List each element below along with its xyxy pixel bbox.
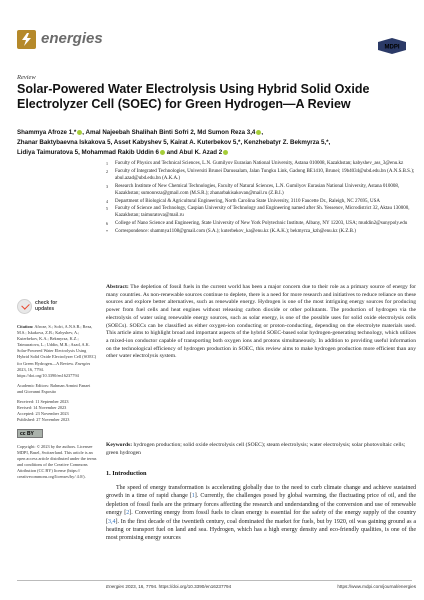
footer-journal: Energies (106, 584, 125, 589)
author[interactable]: Zhanar Baktybaevna Iskakova 5 (17, 139, 111, 146)
orcid-icon[interactable] (160, 150, 165, 155)
accepted-date: Accepted: 23 November 2023 (17, 411, 69, 417)
paper-title: Solar-Powered Water Electrolysis Using Hybrid Solid Oxide Electrolyzer Cell (SOEC) for Green Hydrogen—A Review (17, 82, 370, 111)
author[interactable]: Shammya Afroze 1,* (17, 129, 77, 136)
journal-name[interactable]: energies (41, 30, 103, 47)
affiliations (106, 160, 416, 236)
cc-license-icon[interactable]: cc BY (17, 429, 43, 438)
editors-block: Academic Editors: Rahman Armini Fanaei and Giovanni Esposito (17, 382, 91, 394)
revised-date: Revised: 14 November 2023 (17, 405, 67, 411)
article-sidebar (17, 324, 97, 484)
section-heading: 1. Introduction (106, 470, 147, 477)
author[interactable]: Kenzhebatyr Z. Bekmyrza 5,* (243, 139, 329, 146)
orcid-icon[interactable] (77, 130, 82, 135)
author[interactable]: Md Sumon Reza 3,4 (197, 129, 256, 136)
affiliation-item: 6 College of Nano Science and Engineering, State University of New York Polytechnic Institute, Albany, NY 12203, USA; muddin2@sunypoly.edu (106, 221, 408, 227)
citation-block: Citation: Afroze, S.; Sofri, A.N.S.B.; Reza, M.S.; Iskakova, Z.B.; Kabyshev, A.; Kuterbekov, K.A.; Bekmyrza, K.Z.; Taimuratova, L.; Uddin, M.R.; Azad, A.K. Solar-Powered Water Electrolysis Using Hybrid Solid Oxide Electrolyzer Cell (SOEC) for Green Hydrogen—A Review. Energies 2023, 16, 7794. https://doi.org/10.3390/en16237794 (17, 324, 97, 378)
publisher-logo-icon (378, 38, 406, 54)
author[interactable]: Amal Najeebah Shalihah Binti Sofri 2 (85, 129, 194, 136)
license-text: Copyright: © 2023 by the authors. Licensee MDPI, Basel, Switzerland. This article is an open access article distributed under the terms and conditions of the Creative Commons Attribution (CC BY) license (https:// creativecommons.org/licenses/by/ 4.0/). (17, 443, 97, 479)
reference-link[interactable]: 1 (191, 493, 195, 500)
check-for-updates-button[interactable] (17, 298, 77, 318)
check-updates-icon (17, 299, 32, 314)
article-type: Review (17, 74, 36, 81)
footer-url[interactable]: https://www.mdpi.com/journal/energies (337, 584, 416, 589)
abstract-text: The depletion of fossil fuels in the current world has been a major concern due to their role as a primary source of energy for many countries. As non-renewable sources continue to deplete, there is a need for more research and initiatives to reduce reliance on these sources and explore better alternatives, such as renewable energy. Hydrogen is one of the most intriguing energy sources for producing power from fuel cells and heat engines without releasing carbon dioxide or other pollutants. The production of hydrogen via the electrolysis of water using renewable energy sources, such as solar energy, is one of the possible uses for solid oxide electrolysis cells (SOECs). SOECs can be classified as either oxygen-ion conducting or proton-conducting, depending on the electrolyte materials used. This article aims to highlight broad and important aspects of the hybrid SOEC-based solar hydrogen-generating technology, which utilizes a mixed-ion conductor capable of transporting both oxygen ions and protons simultaneously. In addition to providing useful information on the technological efficiency of hydrogen production in SOEC, this review aims to make hydrogen production more efficient than any other water electrolysis system. (106, 284, 416, 360)
abstract-label: Abstract: (106, 284, 129, 290)
dates-block (17, 399, 97, 423)
author[interactable]: Abul K. Azad 2 (179, 149, 223, 156)
reference-link[interactable]: 3,4 (108, 518, 116, 525)
orcid-icon[interactable] (223, 150, 228, 155)
received-date: Received: 11 September 2023 (17, 399, 69, 405)
author[interactable]: Asset Kabyshev 5 (113, 139, 167, 146)
keywords-text: hydrogen production; solid oxide electrolysis cell (SOEC); steam electrolysis; water electrolysis; solar photovoltaic cells; green hydrogen (106, 442, 406, 456)
reference-link[interactable]: 2 (126, 510, 130, 517)
affiliation-item: 4 Department of Biological & Agricultural Engineering, North Carolina State University, 3110 Faucette Dr., Raleigh, NC 27695, USA (106, 198, 380, 204)
footer-citation: 2023, 16, 7794. https://doi.org/10.3390/en16237794 (125, 584, 232, 589)
affiliation-item: 2 Faculty of Integrated Technologies, Universiti Brunei Darussalam, Jalan Tungku Link, Gadong BE1410, Brunei; 19b4034@ubd.edu.bn (A.N.S.B.S.); abul.azad@ubd.edu.bn (A.K.A.) (106, 168, 415, 181)
journal-logo-icon (17, 30, 36, 49)
affiliation-item: 1 Faculty of Physics and Technical Sciences, L.N. Gumilyov Eurasian National University, Astana 010008, Kazakhstan; kabyshev_ass_3@enu.kz (106, 161, 404, 166)
page-footer (106, 584, 416, 589)
keywords (106, 442, 416, 457)
published-date: Published: 27 November 2023 (17, 417, 70, 423)
author-list: Shammya Afroze 1,* , Amal Najeebah Shalihah Binti Sofri 2, Md Sumon Reza 3,4 , Zhanar Baktybaevna Iskakova 5, Asset Kabyshev 5, Kairat A. Kuterbekov 5,*, Kenzhebatyr Z. Bekmyrza 5,*, Lidiya Taimuratova 5, Mohammad Rakib Uddin 6 and Abul K. Azad 2 (17, 129, 331, 156)
orcid-icon[interactable] (256, 130, 261, 135)
check-updates-label: check for updates (35, 300, 58, 312)
introduction-paragraph: The speed of energy transformation is accelerating globally due to the need to curb climate change and achieve sustained growth in a time of rapid change [1]. Currently, the challenges posed by global warming, the fluctuating price of oil, and the depletion of fossil fuels are the primary forces affecting the research and understanding of the conversion and use of renewable energy [2]. Converting energy from fossil fuels to clean energy is essential for the safety of the energy supply of the country [3,4]. In the first decade of the twentieth century, coal dominated the market for fuels, but by 1920, oil was gaining ground as a heating or transport fuel on land and sea. Hydrogen, which has a high energy density and eco-friendly qualities, is one of the most promising energy sources (106, 485, 416, 542)
author[interactable]: Kairat A. Kuterbekov 5,* (170, 139, 241, 146)
affiliation-item: 5 Faculty of Science and Technology, Caspian University of Technology and Engineering named after Sh. Yessenov, Microdistrict 32, Aktau 130000, Kazakhstan; taimuratova@mail.ru (106, 206, 410, 219)
publisher-logo[interactable] (378, 38, 406, 59)
author[interactable]: Mohammad Rakib Uddin 6 (81, 149, 159, 156)
correspondence: * Correspondence: shammya1108@gmail.com (S.A.); kuterbekov_ka@enu.kz (K.A.K.); bekmyrza_kzh@enu.kz (K.Z.B.) (106, 228, 356, 234)
abstract (106, 284, 416, 361)
footer-divider (17, 580, 412, 581)
keywords-label: Keywords: (106, 442, 133, 448)
author[interactable]: Lidiya Taimuratova 5 (17, 149, 79, 156)
publisher-text: MDPI (384, 44, 400, 51)
affiliation-item: 3 Research Institute of New Chemical Technologies, Faculty of Natural Sciences, L.N. Gumilyov Eurasian National University, Astana 010008, Kazakhstan; sumonreza@gmail.com (M.S.R.); zhanarbakisakovan@mail.ru (Z.B.I.) (106, 183, 400, 196)
